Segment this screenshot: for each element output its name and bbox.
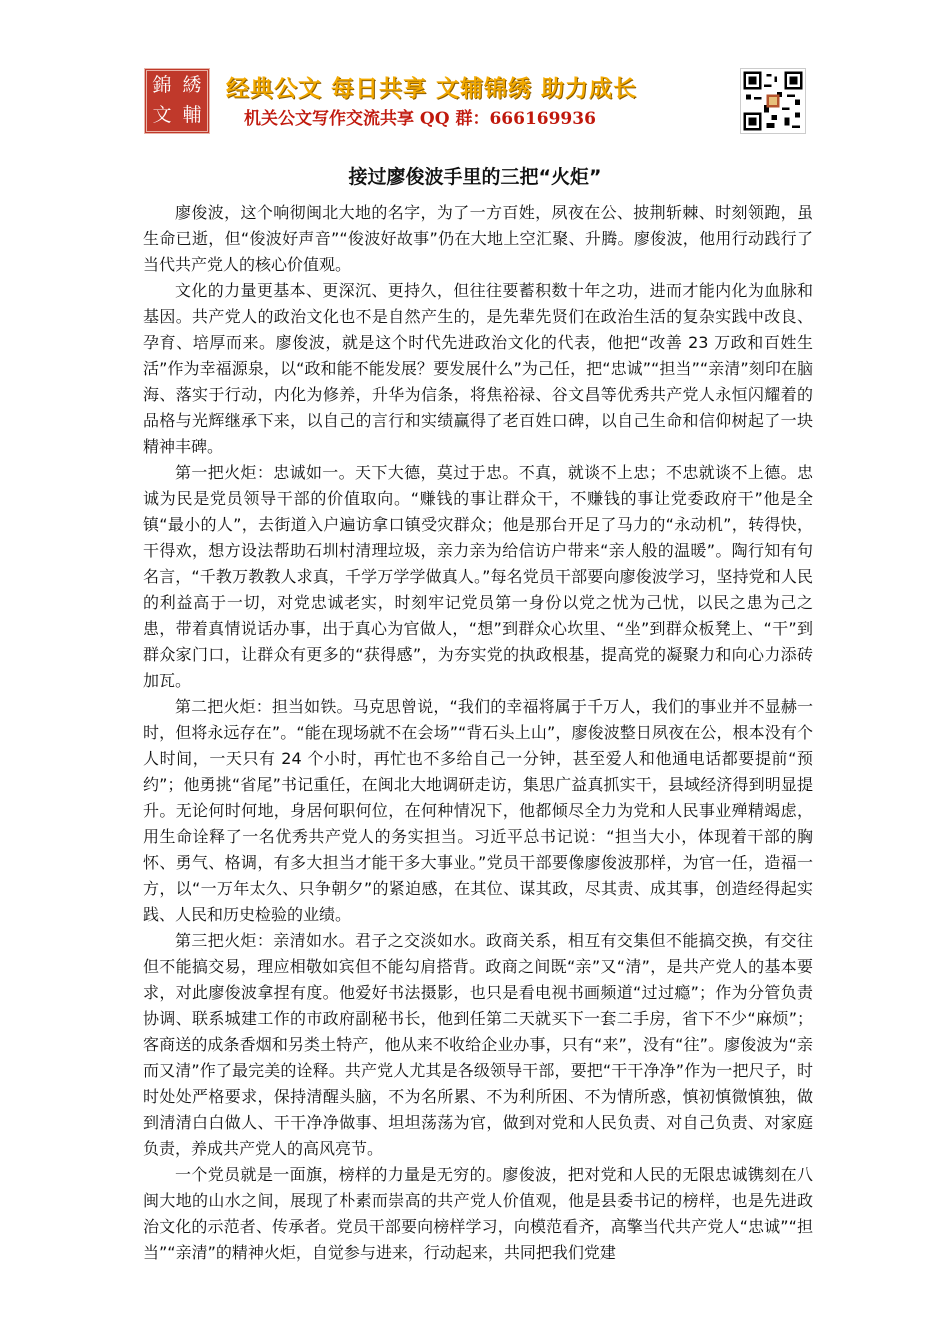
logo-char: 綉 bbox=[182, 74, 202, 96]
logo-char: 輔 bbox=[182, 104, 202, 126]
document-body bbox=[143, 200, 813, 1266]
paragraph: 第二把火炬：担当如铁。马克思曾说，“我们的幸福将属于千万人，我们的事业并不显赫一时，但将永远存在”。“能在现场就不在会场”“背石头上山”，廖俊波整日夙夜在公，根本没有个人时间，一天只有 24 个小时，再忙也不多给自己一分钟，甚至爱人和他通电话都要提前“预约”；他勇挑“省尾”书记重任，在闽北大地调研走访，集思广益真抓实干，县域经济得到明显提升。无论何时何地，身居何职何位，在何种情况下，他都倾尽全力为党和人民事业殚精竭虑，用生命诠释了一名优秀共产党人的务实担当。习近平总书记说：“担当大小，体现着干部的胸怀、勇气、格调，有多大担当才能干多大事业。”党员干部要像廖俊波那样，为官一任，造福一方，以“一万年太久、只争朝夕”的紧迫感，在其位、谋其政，尽其责、成其事，创造经得起实践、人民和历史检验的业绩。 bbox=[143, 697, 813, 924]
qr-code-icon bbox=[740, 68, 806, 134]
logo-char: 錦 bbox=[152, 74, 172, 96]
header-slogan: 经典公文 每日共享 文辅锦绣 助力成长 bbox=[226, 75, 638, 102]
qq-group-text: 机关公文写作交流共享 QQ 群：666169936 bbox=[244, 109, 596, 129]
paragraph: 廖俊波，这个响彻闽北大地的名字，为了一方百姓，夙夜在公、披荆斩棘、时刻领跑，虽生命已逝，但“俊波好声音”“俊波好故事”仍在大地上空汇聚、升腾。廖俊波，他用行动践行了当代共产党人的核心价值观。 bbox=[143, 203, 813, 274]
document-title: 接过廖俊波手里的三把“火炬” bbox=[348, 166, 602, 188]
paragraph: 第三把火炬：亲清如水。君子之交淡如水。政商关系，相互有交集但不能搞交换，有交往但不能搞交易，理应相敬如宾但不能勾肩搭背。政商之间既“亲”又“清”，是共产党人的基本要求，对此廖俊波拿捏有度。他爱好书法摄影，也只是看电视书画频道“过过瘾”；作为分管负责协调、联系城建工作的市政府副秘书长，他到任第二天就买下一套二手房，省下不少“麻烦”；客商送的成条香烟和另类土特产，他从来不收给企业办事，只有“来”，没有“往”。廖俊波为“亲而又清”作了最完美的诠释。共产党人尤其是各级领导干部，要把“干干净净”作为一把尺子，时时处处严格要求，保持清醒头脑，不为名所累、不为利所困、不为情所惑，慎初慎微慎独，做到清清白白做人、干干净净做事、坦坦荡荡为官，做到对党和人民负责、对自己负责、对家庭负责，养成共产党人的高风亮节。 bbox=[143, 931, 813, 1158]
paragraph: 文化的力量更基本、更深沉、更持久，但往往要蓄积数十年之功，进而才能内化为血脉和基因。共产党人的政治文化也不是自然产生的，是先辈先贤们在政治生活的复杂实践中改良、孕育、培厚而来。廖俊波，就是这个时代先进政治文化的代表，他把“改善 23 万政和百姓生活”作为幸福源泉，以“政和能不能发展？要发展什么”为己任，把“忠诚”“担当”“亲清”刻印在脑海、落实于行动，内化为修养，升华为信条，将焦裕禄、谷文昌等优秀共产党人永恒闪耀着的品格与光辉继承下来，以自己的言行和实绩赢得了老百姓口碑，以自己生命和信仰树起了一块精神丰碑。 bbox=[143, 281, 813, 456]
paragraph: 第一把火炬：忠诚如一。天下大德，莫过于忠。不真，就谈不上忠；不忠就谈不上德。忠诚为民是党员领导干部的价值取向。“赚钱的事让群众干，不赚钱的事让党委政府干”他是全镇“最小的人”，去街道入户遍访拿口镇受灾群众；他是那台开足了马力的“永动机”，转得快，干得欢，想方设法帮助石圳村清理垃圾，亲力亲为给信访户带来“亲人般的温暖”。陶行知有句名言，“千教万教教人求真，千学万学学做真人。”每名党员干部要向廖俊波学习，坚持党和人民的利益高于一切，对党忠诚老实，时刻牢记党员第一身份以党之忧为己忧，以民之患为己之患，带着真情说话办事，出于真心为官做人，“想”到群众心坎里、“坐”到群众板凳上、“干”到群众家门口，让群众有更多的“获得感”，为夯实党的执政根基，提高党的凝聚力和向心力添砖加瓦。 bbox=[143, 463, 813, 690]
header-banner bbox=[140, 66, 812, 138]
logo-char: 文 bbox=[152, 104, 172, 126]
paragraph: 一个党员就是一面旗，榜样的力量是无穷的。廖俊波，把对党和人民的无限忠诚镌刻在八闽大地的山水之间，展现了朴素而崇高的共产党人价值观，他是县委书记的榜样，也是先进政治文化的示范者、传承者。党员干部要向榜样学习，向模范看齐，高擎当代共产党人“忠诚”“担当”“亲清”的精神火炬，自觉参与进来，行动起来，共同把我们党建 bbox=[143, 1165, 813, 1262]
logo-seal bbox=[144, 68, 210, 134]
